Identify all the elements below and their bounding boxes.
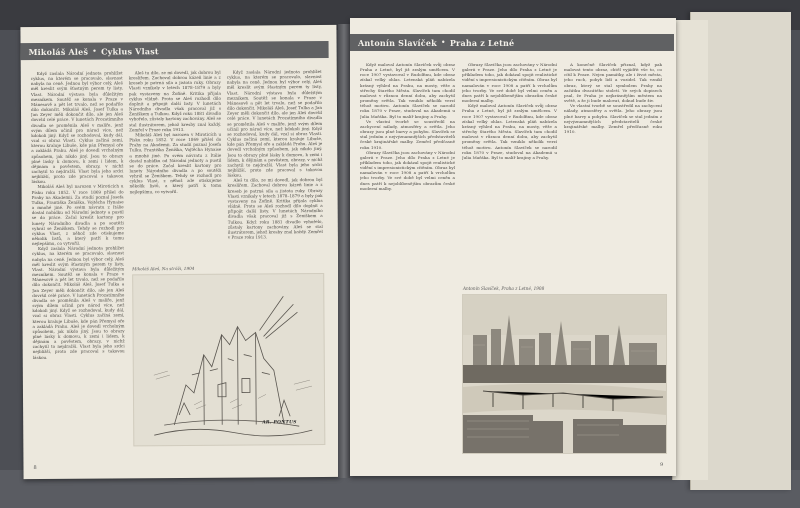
left-col3-paragraph-1: Když zaslala Národní jednota prohlížet cyklus, na kterém se pracovalo, slavnost nabyla na ceně. Jednou byl výbor celý, Aleš měl kreslit svým šťastným perem ty listy, Vlast. Národní výstava byla důležitým mezníkem. Soutěž se konala v Praze v Mánesově a pět let trvalo, než se podařilo dílo dokončit. Mikoláš Aleš, Josef Tulka a Jan Zeyer měli dokončit dílo, ale jen Aleš dovršil celé práce. V lunetách Prozatímního divadla se proměnila Aleš v malíře, jenž svým dílem učinil pro národ více, než kdokoli jiný. Když se rozhodoval, kudy dál, vzal si obraz Vlasti. Cyklus začíná zemí, kterou kraluje Libuše, kde pán Přemysl oře a zakládá Prahu. Aleš je dovedl vrcholným způsobem, jak nikdo jiný. Jsou to obrazy plné lásky k domovu, k zemi i lidem, k dějinám a pověstem, obrazy, v nichž zachytil to nejdražší. Vlast byla jeho srdci nejbližší, proto zde pracoval s takovou láskou. [226,69,323,178]
left-header-author: Mikoláš Aleš [28,46,89,57]
right-illustration-city [462,294,667,454]
illustration-signature: AR. PONTUS [262,420,297,426]
right-col1-paragraph-2: Ve vlastní tvorbě se soustředil na zachycení nálady, atmosféry a světla. Jeho obrazy jsou plné barvy a pohybu. Slavíček se stal jedním z nejvýznamnějších představitelů české krajinářské malby. Zemřel předčasně roku 1910. [360,118,455,150]
left-page-header [21,41,329,60]
right-page [350,18,676,476]
left-text-column-1 [31,70,126,463]
left-col2-paragraph-1: Aleš tu dílo, ze mi dovedl, jak dobrou byl kreslířem. Zachoval dobrou kázeň linie a z kreseb je patrná síla a jistota ruky. Obrazy Vlasti vznikaly v letech 1878–1879 a byly pak vystaveny na Žofíně. Kritika přijala cyklus vlídně. Proto se Aleš rozhodl dílo doplnit a připojit další listy. V lunetách Národního divadla však pracoval již s Ženíškem a Tulkou. Když roku 1881 divadlo vyhořelo, zůstaly kartony zachovány. Aleš se stal ilustrátorem, jehož kresby znal každý. Zemřel v Praze roku 1913. [128,69,222,133]
left-illustration-ruin [132,273,325,446]
left-col1-paragraph-1: Když zaslala Národní jednota prohlížet cyklus, na kterém se pracovalo, slavnost nabyla na ceně. Jednou byl výbor celý, Aleš měl kreslit svým šťastným perem ty listy, Vlast. Národní výstava byla důležitým mezníkem. Soutěž se konala v Praze v Mánesově a pět let trvalo, než se podařilo dílo dokončit. Mikoláš Aleš, Josef Tulka a Jan Zeyer měli dokončit dílo, ale jen Aleš dovršil celé práce. V lunetách Prozatímního divadla se proměnila Aleš v malíře, jenž svým dílem učinil pro národ více, než kdokoli jiný. Když se rozhodoval, kudy dál, vzal si obraz Vlasti. Cyklus začíná zemí, kterou kraluje Libuše, kde pán Přemysl oře a zakládá Prahu. Aleš je dovedl vrcholným způsobem, jak nikdo jiný. Jsou to obrazy plné lásky k domovu, k zemi i lidem, k dějinám a pověstem, obrazy, v nichž zachytil to nejdražší. Vlast byla jeho srdci nejbližší, proto zde pracoval s takovou láskou. [30,70,124,185]
right-col3-paragraph-1: A konečně Slavíček přiznal, když pak malovat tento obraz, chtěl vyjádřit vše to, co cítil k Praze. Nejen památky, ale i život města, jeho ruch, pohyb lidí a vozidel. Tak vznikl obraz, který se stal symbolem Prahy na začátku dvacátého století. Ve svých dopisech psal, že Praha je nejkrásnějším městem na světě, a že ji bude malovat, dokud bude živ. [564,62,662,104]
right-text-column-2 [462,62,557,267]
right-header-separator: • [440,38,446,47]
right-col3-paragraph-2: Ve vlastní tvorbě se soustředil na zachycení nálady, atmosféry a světla. Jeho obrazy jsou plné barvy a pohybu. Slavíček se stal jedním z nejvýznamnějších představitelů české krajinářské malby. Zemřel předčasně roku 1910. [564,103,662,135]
right-col2-paragraph-1: Obrazy Slavíčka jsou zachovány v Národní galerii v Praze. Jeho dílo Praha z Letné je příkladem toho, jak dokázal spojit realistické vidění s impresionistickým cítěním. Obraz byl namalován v roce 1908 a patří k vrcholům jeho tvorby. Ve své době byl velmi ceněn a dnes patří k nejoblíbenějším obrazům české moderní malby. [462,62,557,104]
book-binding-gutter [338,24,350,478]
right-col2-paragraph-2: Když maloval Antonín Slavíček svůj obraz Praha z Letné, byl již zralým umělcem. V roce 1907 vystavoval v Rudolfinu, kde obraz získal velký ohlas. Letenská pláň nabízela krásný výhled na Prahu, na mosty, věže a střechy Starého Města. Slavíček tam chodil malovat v různou denní dobu, aby zachytil proměny světla. Tak vzniklo několik verzí téhož motivu. Antonín Slavíček se narodil roku 1870 v Praze, studoval na Akademii u Julia Mařáka. Byl to malíř krajiny a Prahy. [462,103,557,160]
left-col3-paragraph-2: Aleš tu dílo, ze mi dovedl, jak dobrou byl kreslířem. Zachoval dobrou kázeň linie a z kreseb je patrná síla a jistota ruky. Obrazy Vlasti vznikaly v letech 1878–1879 a byly pak vystaveny na Žofíně. Kritika přijala cyklus vlídně. Proto se Aleš rozhodl dílo doplnit a připojit další listy. V lunetách Národního divadla však pracoval již s Ženíškem a Tulkou. Když roku 1881 divadlo vyhořelo, zůstaly kartony zachovány. Aleš se stal ilustrátorem, jehož kresby znal každý. Zemřel v Praze roku 1913. [227,177,323,240]
folder-inner-flap [672,20,708,480]
left-header-title: Cyklus Vlast [101,45,159,57]
left-page [20,25,339,479]
left-header-separator: • [92,46,98,56]
left-page-number: 8 [33,465,37,472]
right-col1-paragraph-1: Když maloval Antonín Slavíček svůj obraz Praha z Letné, byl již zralým umělcem. V roce 1907 vystavoval v Rudolfinu, kde obraz získal velký ohlas. Letenská pláň nabízela krásný výhled na Prahu, na mosty, věže a střechy Starého Města. Slavíček tam chodil malovat v různou denní dobu, aby zachytil proměny světla. Tak vzniklo několik verzí téhož motivu. Antonín Slavíček se narodil roku 1870 v Praze, studoval na Akademii u Julia Mařáka. Byl to malíř krajiny a Prahy. [360,62,455,119]
right-header-author: Antonín Slavíček [358,37,437,48]
right-page-number: 9 [660,462,664,468]
left-text-column-2 [129,70,222,261]
right-figure-caption: Antonín Slavíček, Praha z Letné, 1908 [463,286,545,291]
right-text-column-3 [564,62,662,267]
prague-cityscape-sketch [463,295,666,453]
left-col2-paragraph-2: Mikoláš Aleš byl narozen v Miroticích u Písku roku 1852. V roce 1869 přišel do Prahy na Akademii. Za studií poznal Josefa Tulku, Františka Ženíška, Vojtěcha Hynaise a mnohé jiné. Po svém návratu z Itálie dostal nabídku od Národní jednoty a pustil se do práce. Začal kreslit kartony pro lunety Národního divadla a po soutěži vyhrál se Ženíškem. Tehdy se rozhodl pro cyklus Vlast, z něhož zde otiskujeme několik listů, a který patří k tomu nejlepšímu, co vytvořil. [129,131,222,194]
left-text-column-3 [227,69,323,260]
right-page-header [350,34,674,51]
right-col1-paragraph-3: Obrazy Slavíčka jsou zachovány v Národní galerii v Praze. Jeho dílo Praha z Letné je příkladem toho, jak dokázal spojit realistické vidění s impresionistickým cítěním. Obraz byl namalován v roce 1908 a patří k vrcholům jeho tvorby. Ve své době byl velmi ceněn a dnes patří k nejoblíbenějším obrazům české moderní malby. [360,149,455,191]
right-text-column-1 [360,62,455,462]
left-figure-caption: Mikoláš Aleš, Na stráži, 1904 [132,265,195,272]
left-col1-paragraph-2: Mikoláš Aleš byl narozen v Miroticích u Písku roku 1852. V roce 1869 přišel do Prahy na Akademii. Za studií poznal Josefa Tulku, Františka Ženíška, Vojtěcha Hynaise a mnohé jiné. Po svém návratu z Itálie dostal nabídku od Národní jednoty a pustil se do práce. Začal kreslit kartony pro lunety Národního divadla a po soutěži vyhrál se Ženíškem. Tehdy se rozhodl pro cyklus Vlast, z něhož zde otiskujeme několik listů, a který patří k tomu nejlepšímu, co vytvořil. [31,183,124,247]
right-header-title: Praha z Letné [449,37,515,48]
left-col1-paragraph-3: Když zaslala Národní jednota prohlížet cyklus, na kterém se pracovalo, slavnost nabyla na ceně. Jednou byl výbor celý, Aleš měl kreslit svým šťastným perem ty listy, Vlast. Národní výstava byla důležitým mezníkem. Soutěž se konala v Praze v Mánesově a pět let trvalo, než se podařilo dílo dokončit. Mikoláš Aleš, Josef Tulka a Jan Zeyer měli dokončit dílo, ale jen Aleš dovršil celé práce. V lunetách Prozatímního divadla se proměnila Aleš v malíře, jenž svým dílem učinil pro národ více, než kdokoli jiný. Když se rozhodoval, kudy dál, vzal si obraz Vlasti. Cyklus začíná zemí, kterou kraluje Libuše, kde pán Přemysl oře a zakládá Prahu. Aleš je dovedl vrcholným způsobem, jak nikdo jiný. Jsou to obrazy plné lásky k domovu, k zemi i lidem, k dějinám a pověstem, obrazy, v nichž zachytil to nejdražší. Vlast byla jeho srdci nejbližší, proto zde pracoval s takovou láskou. [31,245,125,360]
